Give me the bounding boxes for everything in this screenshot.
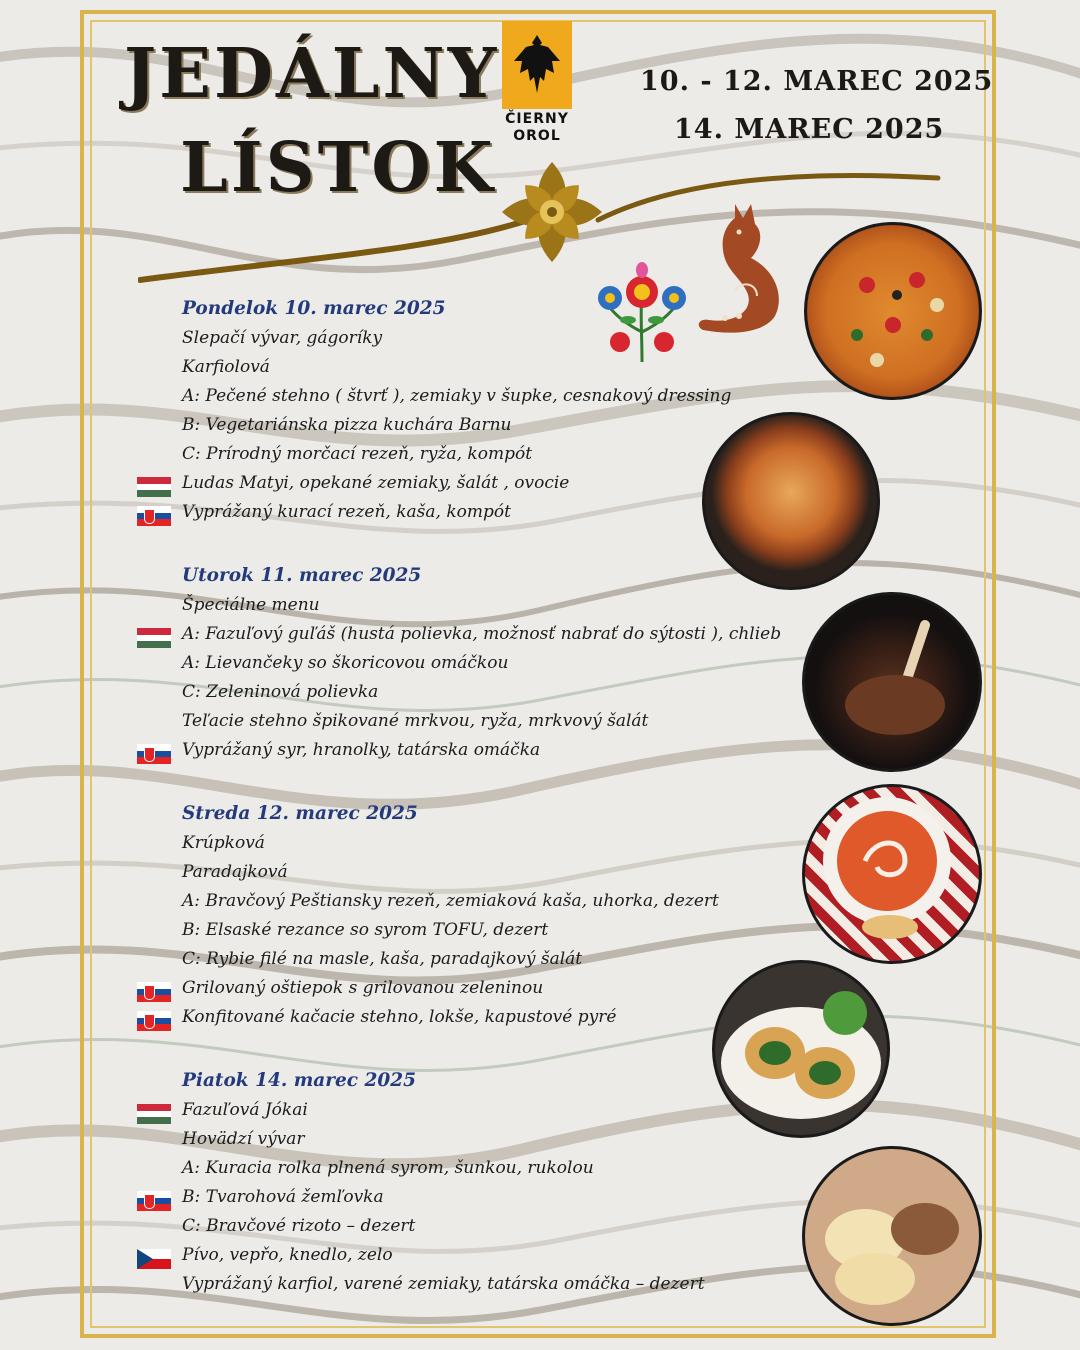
menu-item: [182, 858, 802, 887]
menu-item-text: B: Tvarohová žemľovka: [182, 1187, 384, 1207]
menu-item: [182, 736, 802, 765]
pizza-photo: [804, 222, 982, 400]
tomato-soup-photo: [802, 784, 982, 964]
menu-item-text: C: Rybie filé na masle, kaša, paradajkový šalát: [182, 949, 583, 969]
day-heading: Piatok 14. marec 2025: [182, 1070, 416, 1091]
menu-item-text: B: Vegetariánska pizza kuchára Barnu: [182, 415, 512, 435]
hungary-flag-icon: [137, 477, 171, 497]
logo-line-1: ČIERNY: [505, 111, 569, 127]
menu-list: [182, 294, 802, 1299]
day-heading: Streda 12. marec 2025: [182, 803, 418, 824]
menu-item: [182, 649, 802, 678]
eagle-logo-icon: [502, 21, 572, 109]
menu-item-text: A: Bravčový Peštiansky rezeň, zemiaková kaša, uhorka, dezert: [182, 891, 719, 911]
menu-item: [182, 1241, 802, 1270]
menu-item-text: Špeciálne menu: [182, 595, 320, 615]
menu-item-text: Karfiolová: [182, 357, 270, 377]
slovakia-flag-icon: [137, 1191, 171, 1211]
menu-item-text: A: Kuracia rolka plnená syrom, šunkou, rukolou: [182, 1158, 594, 1178]
menu-item: [182, 324, 802, 353]
menu-item-text: Hovädzí vývar: [182, 1129, 305, 1149]
czech-flag-icon: [137, 1249, 171, 1269]
menu-item-text: Pívo, vepřo, knedlo, zelo: [182, 1245, 393, 1265]
menu-item-text: B: Elsaské rezance so syrom TOFU, dezert: [182, 920, 549, 940]
menu-item-text: A: Pečené stehno ( štvrť ), zemiaky v šupke, cesnakový dressing: [182, 386, 732, 406]
menu-item: [182, 974, 802, 1003]
menu-item: [182, 707, 802, 736]
menu-item: [182, 887, 802, 916]
day-section: [182, 294, 802, 527]
menu-item: [182, 1003, 802, 1032]
menu-item: [182, 1183, 802, 1212]
day-section: [182, 561, 802, 765]
menu-item: [182, 945, 802, 974]
menu-item-text: A: Lievančeky so škoricovou omáčkou: [182, 653, 509, 673]
menu-item: [182, 498, 802, 527]
menu-item: [182, 353, 802, 382]
day-section: [182, 799, 802, 1032]
menu-item-text: C: Prírodný morčací rezeň, ryža, kompót: [182, 444, 533, 464]
menu-item: [182, 678, 802, 707]
dumplings-sauce-photo: [802, 1146, 982, 1326]
menu-item-text: Vyprážaný karfiol, varené zemiaky, tatárska omáčka – dezert: [182, 1274, 705, 1294]
menu-item-text: Ludas Matyi, opekané zemiaky, šalát , ovocie: [182, 473, 570, 493]
date-range: 10. - 12. MAREC 2025: [640, 66, 994, 97]
day-heading: Utorok 11. marec 2025: [182, 565, 422, 586]
logo-line-2: OROL: [513, 128, 561, 144]
menu-item-text: Slepačí vývar, gágoríky: [182, 328, 383, 348]
menu-item-text: Paradajková: [182, 862, 288, 882]
slovakia-flag-icon: [137, 1011, 171, 1031]
menu-item: [182, 1125, 802, 1154]
slovakia-flag-icon: [137, 506, 171, 526]
menu-item: [182, 440, 802, 469]
menu-item-text: Grilovaný oštiepok s grilovanou zeleninou: [182, 978, 544, 998]
menu-item: [182, 916, 802, 945]
menu-item-text: Vyprážaný syr, hranolky, tatárska omáčka: [182, 740, 541, 760]
menu-item: [182, 1154, 802, 1183]
menu-item-text: Konfitované kačacie stehno, lokše, kapustové pyré: [182, 1007, 617, 1027]
menu-item: [182, 620, 802, 649]
menu-item: [182, 1212, 802, 1241]
menu-item: [182, 469, 802, 498]
menu-item-text: Krúpková: [182, 833, 265, 853]
menu-item-text: C: Bravčové rizoto – dezert: [182, 1216, 416, 1236]
hungary-flag-icon: [137, 1104, 171, 1124]
menu-item: [182, 411, 802, 440]
title-line-2: LÍSTOK: [180, 128, 496, 208]
hungary-flag-icon: [137, 628, 171, 648]
slovakia-flag-icon: [137, 982, 171, 1002]
menu-item-text: Teľacie stehno špikované mrkvou, ryža, mrkvový šalát: [182, 711, 649, 731]
slovakia-flag-icon: [137, 744, 171, 764]
menu-item-text: Vyprážaný kurací rezeň, kaša, kompót: [182, 502, 511, 522]
cierny-orol-logo: [502, 21, 572, 144]
menu-item-text: Fazuľová Jókai: [182, 1100, 308, 1120]
menu-item: [182, 1096, 802, 1125]
menu-item: [182, 591, 802, 620]
day-section: [182, 1066, 802, 1299]
menu-item: [182, 829, 802, 858]
title-line-1: JEDÁLNY: [124, 34, 500, 114]
menu-item-text: A: Fazuľový guľáš (hustá polievka, možnosť nabrať do sýtosti ), chlieb: [182, 624, 782, 644]
day-heading: Pondelok 10. marec 2025: [182, 298, 446, 319]
date-single: 14. MAREC 2025: [674, 114, 945, 145]
menu-item: [182, 382, 802, 411]
menu-item: [182, 1270, 802, 1299]
menu-item-text: C: Zeleninová polievka: [182, 682, 379, 702]
roast-shank-photo: [802, 592, 982, 772]
